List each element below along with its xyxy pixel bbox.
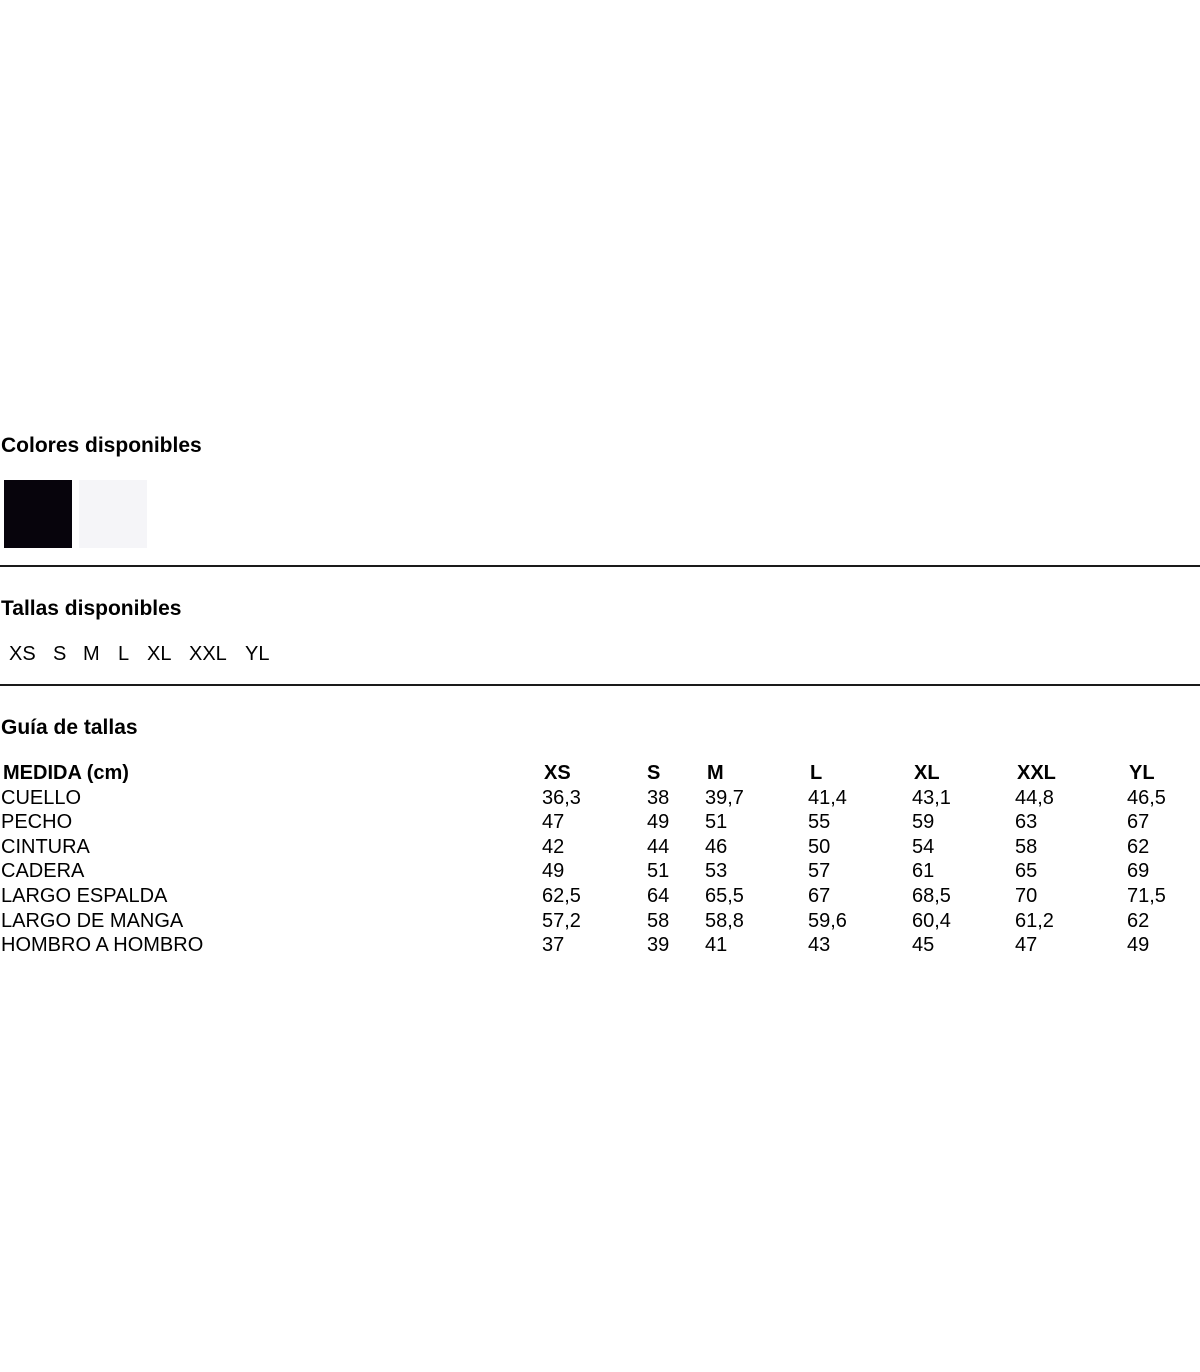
size-option-m[interactable]: M — [83, 643, 100, 665]
header-cell: MEDIDA (cm) — [3, 762, 129, 784]
header-cell: L — [810, 762, 823, 784]
table-cell: 53 — [705, 860, 728, 883]
table-row — [0, 908, 1200, 933]
table-cell: 39 — [647, 934, 670, 957]
table-row — [0, 834, 1200, 859]
table-cell: 71,5 — [1127, 884, 1166, 907]
table-cell: 47 — [542, 811, 565, 834]
sizes-heading: Tallas disponibles — [1, 597, 182, 620]
table-cell: 62 — [1127, 909, 1150, 932]
table-cell: 64 — [647, 884, 670, 907]
size-option-s[interactable]: S — [53, 643, 67, 665]
table-cell: 62,5 — [542, 884, 581, 907]
header-cell: XS — [544, 762, 571, 784]
table-row — [0, 785, 1200, 810]
table-cell: 45 — [912, 934, 935, 957]
table-cell: 58 — [647, 909, 670, 932]
divider — [0, 684, 1200, 686]
table-cell: 44,8 — [1015, 786, 1054, 809]
table-cell: 43,1 — [912, 786, 951, 809]
table-row — [0, 809, 1200, 834]
table-row — [0, 858, 1200, 883]
table-cell: CINTURA — [1, 835, 90, 858]
table-cell: 50 — [808, 835, 831, 858]
table-cell: 65 — [1015, 860, 1038, 883]
table-cell: 49 — [1127, 934, 1150, 957]
table-cell: 67 — [808, 884, 831, 907]
header-cell: XL — [914, 762, 940, 784]
table-row — [0, 932, 1200, 957]
table-cell: 59 — [912, 811, 935, 834]
header-cell: M — [707, 762, 724, 784]
header-cell: S — [647, 762, 661, 784]
table-cell: LARGO DE MANGA — [1, 909, 184, 932]
table-cell: 59,6 — [808, 909, 847, 932]
table-cell: HOMBRO A HOMBRO — [1, 934, 204, 957]
table-cell: 62 — [1127, 835, 1150, 858]
size-list — [0, 644, 400, 666]
table-header-row — [0, 760, 1200, 785]
header-cell: YL — [1129, 762, 1155, 784]
table-cell: 67 — [1127, 811, 1150, 834]
size-option-l[interactable]: L — [118, 643, 130, 665]
table-cell: 47 — [1015, 934, 1038, 957]
table-cell: 60,4 — [912, 909, 951, 932]
size-option-xl[interactable]: XL — [147, 643, 172, 665]
size-guide-heading: Guía de tallas — [1, 716, 138, 739]
divider — [0, 565, 1200, 567]
table-cell: 65,5 — [705, 884, 744, 907]
table-cell: 44 — [647, 835, 670, 858]
table-row — [0, 883, 1200, 908]
header-cell: XXL — [1017, 762, 1056, 784]
table-cell: CUELLO — [1, 786, 82, 809]
table-cell: 55 — [808, 811, 831, 834]
table-cell: 51 — [647, 860, 670, 883]
table-cell: 43 — [808, 934, 831, 957]
table-cell: 57,2 — [542, 909, 581, 932]
table-cell: 61,2 — [1015, 909, 1054, 932]
table-cell: 58 — [1015, 835, 1038, 858]
table-cell: 49 — [647, 811, 670, 834]
table-cell: 58,8 — [705, 909, 744, 932]
table-cell: 54 — [912, 835, 935, 858]
table-cell: CADERA — [1, 860, 85, 883]
table-cell: 37 — [542, 934, 565, 957]
table-cell: LARGO ESPALDA — [1, 884, 168, 907]
table-cell: 69 — [1127, 860, 1150, 883]
table-cell: 51 — [705, 811, 728, 834]
table-cell: PECHO — [1, 811, 73, 834]
table-cell: 46 — [705, 835, 728, 858]
table-cell: 39,7 — [705, 786, 744, 809]
size-option-yl[interactable]: YL — [245, 643, 270, 665]
table-cell: 70 — [1015, 884, 1038, 907]
size-guide-table — [0, 760, 1200, 957]
table-cell: 36,3 — [542, 786, 581, 809]
table-cell: 68,5 — [912, 884, 951, 907]
color-swatch-white[interactable] — [79, 480, 147, 548]
color-swatch-black[interactable] — [4, 480, 72, 548]
table-cell: 49 — [542, 860, 565, 883]
size-option-xxl[interactable]: XXL — [189, 643, 227, 665]
size-option-xs[interactable]: XS — [9, 643, 36, 665]
table-cell: 61 — [912, 860, 935, 883]
table-cell: 41 — [705, 934, 728, 957]
table-cell: 57 — [808, 860, 831, 883]
table-cell: 41,4 — [808, 786, 847, 809]
table-cell: 63 — [1015, 811, 1038, 834]
table-cell: 42 — [542, 835, 565, 858]
table-cell: 38 — [647, 786, 670, 809]
colors-heading: Colores disponibles — [1, 434, 202, 457]
table-cell: 46,5 — [1127, 786, 1166, 809]
